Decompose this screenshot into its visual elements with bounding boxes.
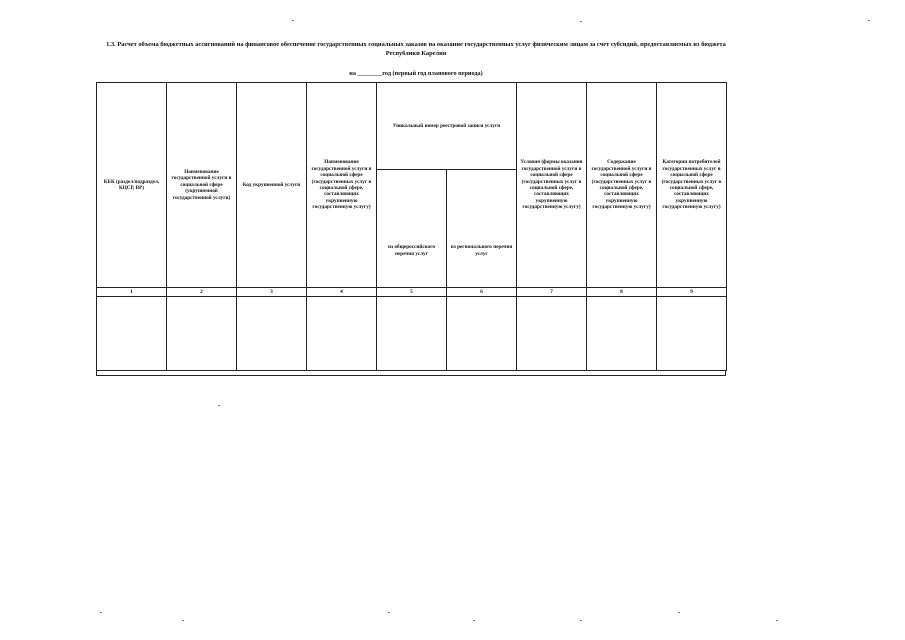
header-regional-list: из регионального перечня услуг [447, 170, 517, 288]
scan-speck [678, 612, 680, 613]
table-cell [307, 297, 377, 371]
allocation-table [96, 82, 727, 371]
scan-speck [473, 620, 475, 621]
table-cell [657, 297, 727, 371]
header-kbk: КБК (раздел/подраздел, КЦСР, ВР) [97, 83, 167, 288]
period-line: на ________год (первый год планового периода) [349, 70, 483, 77]
table-cell [447, 297, 517, 371]
table-cell [237, 297, 307, 371]
table-row [97, 297, 727, 371]
section-title: 1.3. Расчет объема бюджетных ассигнований на финансовое обеспечение государственных социальных заказов на оказание государственных услуг физическим лицам за счет субсидий, предоставляемых из бюджета Республики Карелия [106, 41, 726, 57]
column-number: 6 [447, 288, 517, 297]
column-number: 7 [517, 288, 587, 297]
scan-speck [868, 20, 870, 21]
column-number: 5 [377, 288, 447, 297]
column-number: 4 [307, 288, 377, 297]
scan-speck [776, 620, 778, 621]
scan-speck [218, 405, 220, 406]
header-conditions: Условия (формы оказания государственной услуги в социальной сфере (государственных услуг в социальной сфере, составляющих укрупненную государственную услугу) [517, 83, 587, 288]
header-content: Содержание государственной услуги в социальной сфере (государственных услуг в социальной сфере, составляющих укрупненную государственную услугу) [587, 83, 657, 288]
scan-speck [580, 21, 582, 22]
table-header-row [97, 83, 727, 170]
column-number: 3 [237, 288, 307, 297]
header-component-services: Наименование государственной услуги в социальной сфере (государственных услуг в социальной сфере, составляющих укрупненную государственную услугу) [307, 83, 377, 288]
scan-speck [100, 612, 102, 613]
table-cell [517, 297, 587, 371]
table-cell [97, 297, 167, 371]
table-bottom-strip [96, 370, 726, 376]
scan-speck [388, 612, 390, 613]
header-service-code: Код укрупненной услуги [237, 83, 307, 288]
column-number: 1 [97, 288, 167, 297]
table-cell [587, 297, 657, 371]
header-registry-number: Уникальный номер реестровой записи услуги [377, 83, 517, 170]
column-number: 8 [587, 288, 657, 297]
header-federal-list: из общероссийского перечня услуг [377, 170, 447, 288]
table-cell [377, 297, 447, 371]
scan-speck [292, 20, 294, 21]
table-cell [167, 297, 237, 371]
column-number: 2 [167, 288, 237, 297]
scan-speck [182, 620, 184, 621]
header-service-name: Наименование государственной услуги в социальной сфере (укрупненной государственной услуги) [167, 83, 237, 288]
header-consumer-categories: Категории потребителей государственных услуг в социальной сфере (государственных услуг в социальной сфере, составляющих укрупненную государственную услугу) [657, 83, 727, 288]
column-number-row [97, 288, 727, 297]
column-number: 9 [657, 288, 727, 297]
scan-speck [580, 620, 582, 621]
